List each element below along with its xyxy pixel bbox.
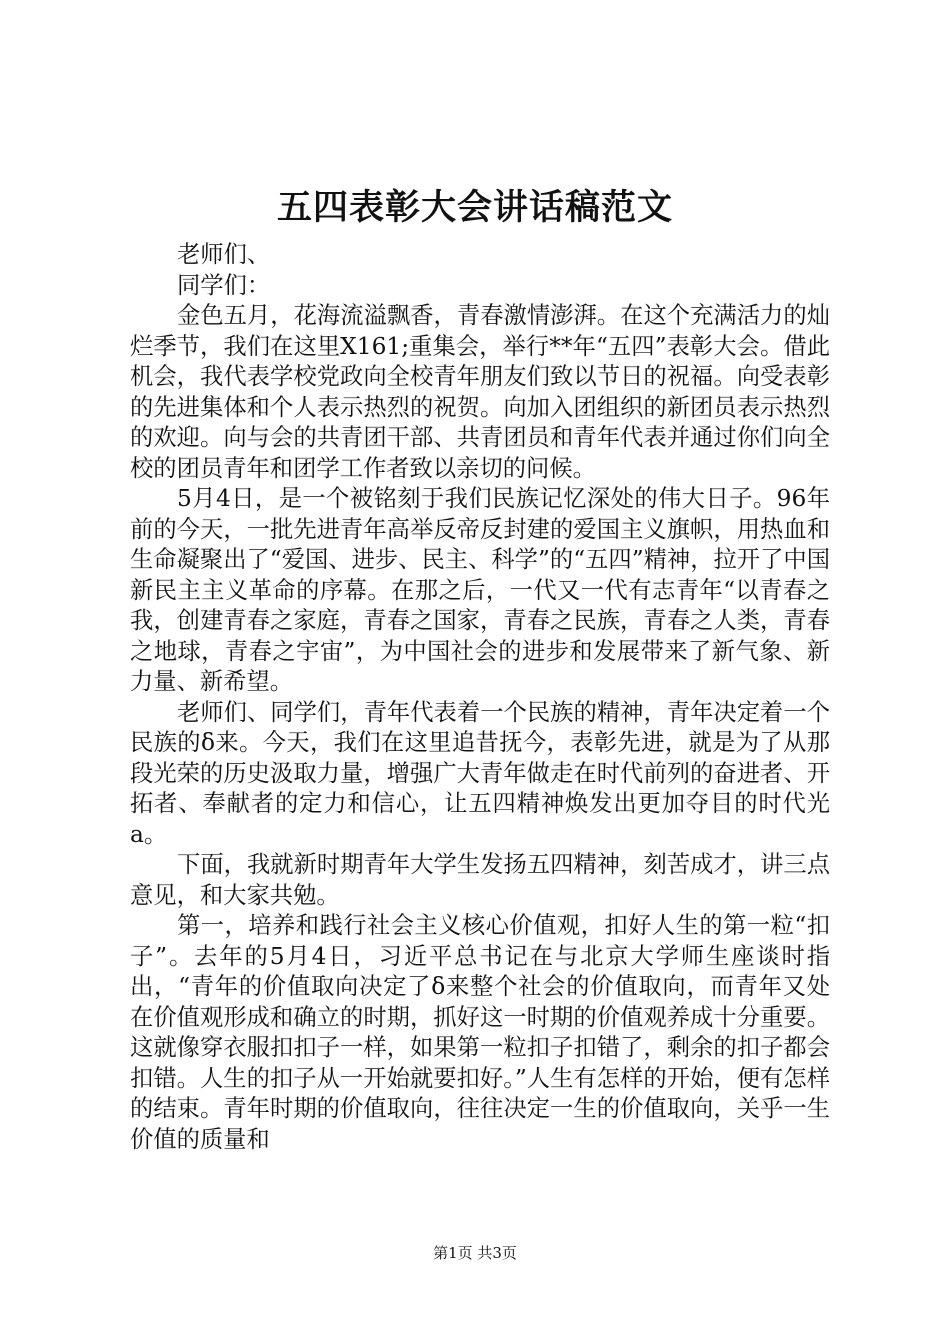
- paragraph-three-points: 下面，我就新时期青年大学生发扬五四精神，刻苦成才，讲三点意见，和大家共勉。: [130, 851, 830, 909]
- paragraph-point-one: 第一，培养和践行社会主义核心价值观，扣好人生的第一粒“扣子”。去年的5月4日，习近平总书记在与北京大学师生座谈时指出，“青年的价值取向决定了δ来整个社会的价值取向，而青年又处在价值观形成和确立的时期，抓好这一时期的价值观养成十分重要。这就像穿衣服扣扣子一样，如果第一粒扣子扣错了，剩余的扣子都会扣错。人生的扣子从一开始就要扣好。”人生有怎样的开始，便有怎样的结束。青年时期的价值取向，往往决定一生的价值取向，关乎一生价值的质量和: [130, 912, 830, 1153]
- salutation-students: 同学们：: [177, 271, 271, 299]
- salutation-teachers: 老师们、: [177, 241, 271, 268]
- paragraph-youth-spirit: 老师们、同学们，青年代表着一个民族的精神，青年决定着一个民族的δ来。今天，我们在这里追昔抚今，表彰先进，就是为了从那段光荣的历史汲取力量，增强广大青年做走在时代前列的奋进者、开拓者、奉献者的定力和信心，让五四精神焕发出更加夺目的时代光a。: [130, 698, 830, 848]
- paragraph-opening: 金色五月，花海流溢飘香，青春激情澎湃。在这个充满活力的灿烂季节，我们在这里X161;重集会，举行**年“五四”表彰大会。借此机会，我代表学校党政向全校青年朋友们致以节日的祝福。向受表彰的先进集体和个人表示热烈的祝贺。向加入团组织的新团员表示热烈的欢迎。向与会的共青团干部、共青团员和青年代表并通过你们向全校的团员青年和团学工作者致以亲切的问候。: [130, 302, 830, 482]
- paragraph-history: 5月4日，是一个被铭刻于我们民族记忆深处的伟大日子。96年前的今天，一批先进青年高举反帝反封建的爱国主义旗帜，用热血和生命凝聚出了“爱国、进步、民主、科学”的“五四”精神，拉开了中国新民主主义革命的序幕。在那之后，一代又一代有志青年“以青春之我，创建青春之家庭，青春之国家，青春之民族，青春之人类，青春之地球，青春之宇宙”，为中国社会的进步和发展带来了新气象、新力量、新希望。: [130, 485, 830, 695]
- document-title: 五四表彰大会讲话稿范文: [276, 187, 673, 228]
- page-number-footer: 第1页 共3页: [433, 1244, 517, 1262]
- document-body: [130, 240, 830, 1155]
